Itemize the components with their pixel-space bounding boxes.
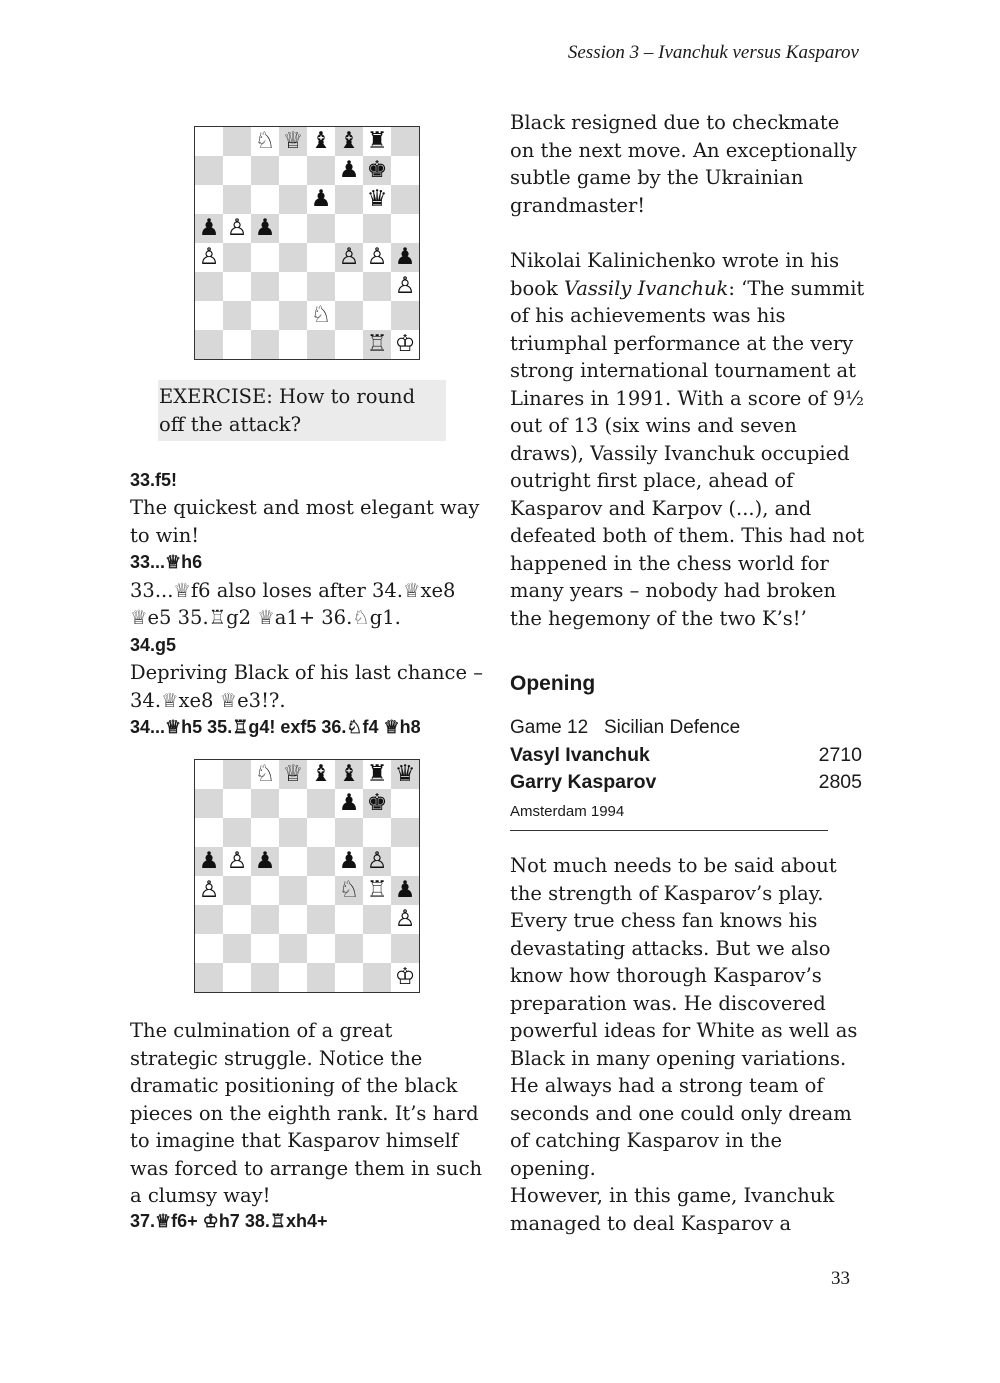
square-g1: ♖ xyxy=(363,330,391,359)
square-g2 xyxy=(363,934,391,963)
move-comment-2b: ♕e5 35.♖g2 ♕a1+ 36.♘g1. xyxy=(130,606,401,629)
move-37-qf6: 37.♕f6+ ♔h7 38.♖xh4+ xyxy=(130,1211,328,1231)
move-34-qh5: 34...♕h5 35.♖g4! exf5 36.♘f4 ♕h8 xyxy=(130,717,421,737)
opening-name: Sicilian Defence xyxy=(604,717,741,738)
chess-diagram-2 xyxy=(194,759,420,993)
page-number: 33 xyxy=(831,1268,850,1289)
square-c4 xyxy=(251,876,279,905)
square-g4: ♖ xyxy=(363,876,391,905)
square-h1: ♔ xyxy=(391,963,419,992)
square-a2 xyxy=(195,301,223,330)
square-d5 xyxy=(279,214,307,243)
square-b5: ♙ xyxy=(223,847,251,876)
square-h8: ♛ xyxy=(391,760,419,789)
square-g7: ♚ xyxy=(363,789,391,818)
black-player-rating: 2805 xyxy=(818,771,862,793)
square-h3: ♙ xyxy=(391,905,419,934)
square-a3 xyxy=(195,272,223,301)
square-h3: ♙ xyxy=(391,272,419,301)
square-d7 xyxy=(279,156,307,185)
square-d1 xyxy=(279,330,307,359)
square-c5: ♟ xyxy=(251,847,279,876)
square-f7: ♟ xyxy=(335,156,363,185)
square-c2 xyxy=(251,301,279,330)
kasparov-paragraph: Not much needs to be said about the strength of Kasparov’s play. Every true chess fan knows his devastating attacks. But we also know how thorough Kasparov’s preparation was. He discovered powerful ideas for White as well as Black in many opening variations. He always had a strong team of seconds and one could only dream of catching Kasparov in the opening. xyxy=(510,854,858,1180)
move-comment-2a: 33...♕f6 also loses after 34.♕xe8 xyxy=(130,579,456,602)
square-c6 xyxy=(251,818,279,847)
square-a5: ♟ xyxy=(195,214,223,243)
culmination-paragraph: The culmination of a great strategic struggle. Notice the dramatic positioning of the black pieces on the eighth rank. It’s hard to imagine that Kasparov himself was forced to arrange them in such a clumsy way! xyxy=(130,1019,483,1207)
square-c7 xyxy=(251,789,279,818)
square-h6 xyxy=(391,185,419,214)
kalinichenko-quote xyxy=(510,247,868,632)
square-a1 xyxy=(195,963,223,992)
white-player-name: Vasyl Ivanchuk xyxy=(510,744,650,766)
square-b3 xyxy=(223,272,251,301)
move-34-g5: 34.g5 xyxy=(130,635,177,655)
square-e4 xyxy=(307,243,335,272)
square-a3 xyxy=(195,905,223,934)
square-f8: ♝ xyxy=(335,127,363,156)
square-d3 xyxy=(279,272,307,301)
square-g7: ♚ xyxy=(363,156,391,185)
square-f1 xyxy=(335,963,363,992)
move-33-f5: 33.f5! xyxy=(130,470,178,490)
square-e8: ♝ xyxy=(307,127,335,156)
square-a7 xyxy=(195,156,223,185)
square-e3 xyxy=(307,905,335,934)
square-c8: ♘ xyxy=(251,127,279,156)
square-b8 xyxy=(223,127,251,156)
square-c8: ♘ xyxy=(251,760,279,789)
square-e7 xyxy=(307,156,335,185)
square-e5 xyxy=(307,214,335,243)
square-b7 xyxy=(223,789,251,818)
square-b4 xyxy=(223,876,251,905)
square-a2 xyxy=(195,934,223,963)
square-g6: ♛ xyxy=(363,185,391,214)
square-a4: ♙ xyxy=(195,876,223,905)
square-d4 xyxy=(279,243,307,272)
square-g1 xyxy=(363,963,391,992)
square-d4 xyxy=(279,876,307,905)
running-header: Session 3 – Ivanchuk versus Kasparov xyxy=(567,42,859,63)
square-e4 xyxy=(307,876,335,905)
square-f6 xyxy=(335,818,363,847)
quote-body: : ‘The summit of his achievements was his triumphal performance at the very strong international tournament at Linares in 1991. With a score of 9½ out of 13 (six wins and seven draws), Vassily Ivanchuk occupied outright first place, ahead of Kasparov and Karpov (...), and defeated both of them. This had not happened in the chess world for many years – nobody had broken the hegemony of the two K’s!’ xyxy=(510,276,865,630)
square-b7 xyxy=(223,156,251,185)
square-c1 xyxy=(251,330,279,359)
square-f4: ♘ xyxy=(335,876,363,905)
square-h1: ♔ xyxy=(391,330,419,359)
square-b1 xyxy=(223,330,251,359)
game-info xyxy=(510,717,740,739)
square-b6 xyxy=(223,818,251,847)
white-player-rating: 2710 xyxy=(818,744,862,766)
exercise-box: EXERCISE: How to round off the attack? xyxy=(158,380,446,441)
square-a7 xyxy=(195,789,223,818)
square-c6 xyxy=(251,185,279,214)
square-b5: ♙ xyxy=(223,214,251,243)
square-b4 xyxy=(223,243,251,272)
white-player-row xyxy=(510,742,862,769)
square-b1 xyxy=(223,963,251,992)
square-d6 xyxy=(279,185,307,214)
square-c7 xyxy=(251,156,279,185)
square-h8 xyxy=(391,127,419,156)
square-c3 xyxy=(251,905,279,934)
square-h7 xyxy=(391,789,419,818)
square-h4: ♟ xyxy=(391,243,419,272)
square-b8 xyxy=(223,760,251,789)
square-a6 xyxy=(195,185,223,214)
square-h6 xyxy=(391,818,419,847)
square-a4: ♙ xyxy=(195,243,223,272)
square-f1 xyxy=(335,330,363,359)
square-c5: ♟ xyxy=(251,214,279,243)
square-d1 xyxy=(279,963,307,992)
square-f5 xyxy=(335,214,363,243)
square-d8: ♕ xyxy=(279,127,307,156)
square-d3 xyxy=(279,905,307,934)
square-b2 xyxy=(223,934,251,963)
square-g3 xyxy=(363,272,391,301)
square-b2 xyxy=(223,301,251,330)
square-d2 xyxy=(279,934,307,963)
move-comment-3b: 34.♕xe8 ♕e3!?. xyxy=(130,689,286,712)
square-g3 xyxy=(363,905,391,934)
square-c2 xyxy=(251,934,279,963)
square-d5 xyxy=(279,847,307,876)
square-f2 xyxy=(335,934,363,963)
resignation-paragraph: Black resigned due to checkmate on the next move. An exceptionally subtle game by the Ukrainian grandmaster! xyxy=(510,111,857,217)
square-g5 xyxy=(363,214,391,243)
square-e2 xyxy=(307,934,335,963)
quote-intro: Nikolai Kalinichenko wrote in his book xyxy=(510,249,840,300)
square-h5 xyxy=(391,847,419,876)
move-33-qh6: 33...♕h6 xyxy=(130,552,203,572)
square-e7 xyxy=(307,789,335,818)
square-a6 xyxy=(195,818,223,847)
square-e6: ♟ xyxy=(307,185,335,214)
square-h7 xyxy=(391,156,419,185)
square-a5: ♟ xyxy=(195,847,223,876)
black-player-row xyxy=(510,769,862,796)
square-h4: ♟ xyxy=(391,876,419,905)
square-e1 xyxy=(307,330,335,359)
square-f7: ♟ xyxy=(335,789,363,818)
move-comment-1: The quickest and most elegant way to win! xyxy=(130,496,480,547)
square-a8 xyxy=(195,127,223,156)
section-title-opening: Opening xyxy=(510,672,596,695)
game-venue: Amsterdam 1994 xyxy=(510,803,625,820)
divider-line xyxy=(510,830,828,831)
chess-diagram-1 xyxy=(194,126,420,360)
square-f3 xyxy=(335,905,363,934)
square-h2 xyxy=(391,301,419,330)
square-e1 xyxy=(307,963,335,992)
square-f2 xyxy=(335,301,363,330)
game-number: Game 12 xyxy=(510,717,589,738)
square-b3 xyxy=(223,905,251,934)
book-title: Vassily Ivanchuk xyxy=(563,276,729,300)
black-player-name: Garry Kasparov xyxy=(510,771,657,793)
square-a1 xyxy=(195,330,223,359)
square-e6 xyxy=(307,818,335,847)
square-g8: ♜ xyxy=(363,760,391,789)
square-d6 xyxy=(279,818,307,847)
square-h2 xyxy=(391,934,419,963)
square-f3 xyxy=(335,272,363,301)
however-paragraph: However, in this game, Ivanchuk managed to deal Kasparov a xyxy=(510,1184,835,1235)
move-comment-3a: Depriving Black of his last chance – xyxy=(130,661,483,684)
square-h5 xyxy=(391,214,419,243)
square-e5 xyxy=(307,847,335,876)
square-f8: ♝ xyxy=(335,760,363,789)
square-d2 xyxy=(279,301,307,330)
square-g6 xyxy=(363,818,391,847)
square-e2: ♘ xyxy=(307,301,335,330)
square-f6 xyxy=(335,185,363,214)
square-g8: ♜ xyxy=(363,127,391,156)
square-d8: ♕ xyxy=(279,760,307,789)
square-c4 xyxy=(251,243,279,272)
square-g5: ♙ xyxy=(363,847,391,876)
square-f5: ♟ xyxy=(335,847,363,876)
square-a8 xyxy=(195,760,223,789)
square-g2 xyxy=(363,301,391,330)
square-e8: ♝ xyxy=(307,760,335,789)
square-e3 xyxy=(307,272,335,301)
square-b6 xyxy=(223,185,251,214)
square-g4: ♙ xyxy=(363,243,391,272)
square-f4: ♙ xyxy=(335,243,363,272)
square-c3 xyxy=(251,272,279,301)
square-d7 xyxy=(279,789,307,818)
square-c1 xyxy=(251,963,279,992)
